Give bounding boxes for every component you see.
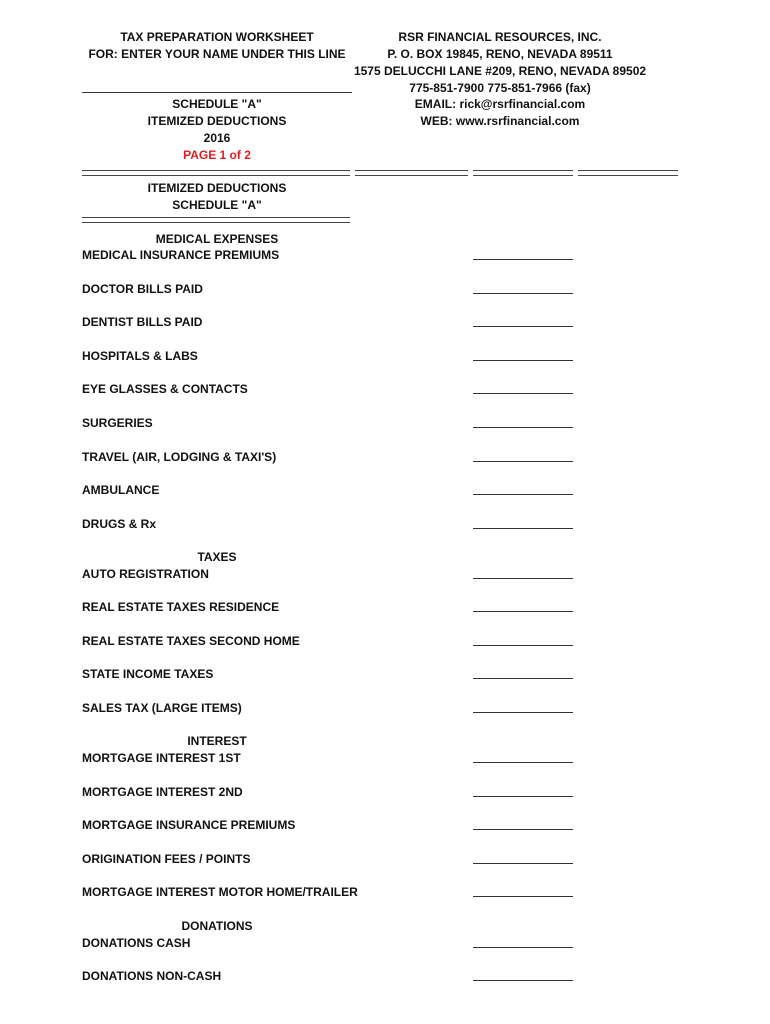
line-item-label: MORTGAGE INSURANCE PREMIUMS (82, 818, 296, 832)
entry-field[interactable] (473, 980, 573, 981)
line-item-label: REAL ESTATE TAXES SECOND HOME (82, 634, 300, 648)
entry-field[interactable] (473, 829, 573, 830)
company-name: RSR FINANCIAL RESOURCES, INC. (398, 30, 602, 44)
line-item-label: SALES TAX (LARGE ITEMS) (82, 701, 242, 715)
separator-1 (82, 170, 350, 176)
line-item-label: MEDICAL INSURANCE PREMIUMS (82, 248, 280, 262)
interest-heading: INTEREST (187, 734, 247, 748)
line-item-label: DONATIONS CASH (82, 936, 191, 950)
street-address: 1575 DELUCCHI LANE #209, RENO, NEVADA 89502 (353, 64, 647, 78)
name-entry-line[interactable] (82, 92, 352, 93)
entry-field[interactable] (473, 712, 573, 713)
entry-field[interactable] (473, 427, 573, 428)
section-schedule: SCHEDULE "A" (172, 198, 262, 212)
medical-expenses-heading: MEDICAL EXPENSES (155, 232, 279, 246)
worksheet-title: TAX PREPARATION WORKSHEET (120, 30, 314, 44)
line-item-label: DONATIONS NON-CASH (82, 969, 222, 983)
line-item-label: TRAVEL (AIR, LODGING & TAXI'S) (82, 450, 277, 464)
entry-field[interactable] (473, 947, 573, 948)
entry-field[interactable] (473, 678, 573, 679)
section-title: ITEMIZED DEDUCTIONS (147, 181, 287, 195)
entry-field[interactable] (473, 494, 573, 495)
entry-field[interactable] (473, 896, 573, 897)
line-item-label: HOSPITALS & LABS (82, 349, 198, 363)
entry-field[interactable] (473, 293, 573, 294)
entry-field[interactable] (473, 611, 573, 612)
line-item-label: MORTGAGE INTEREST 1ST (82, 751, 241, 765)
separator-3 (473, 170, 573, 176)
separator-4 (578, 170, 678, 176)
line-item-label: DENTIST BILLS PAID (82, 315, 203, 329)
entry-field[interactable] (473, 863, 573, 864)
line-item-label: DOCTOR BILLS PAID (82, 282, 203, 296)
website: WEB: www.rsrfinancial.com (420, 114, 580, 128)
donations-heading: DONATIONS (181, 919, 253, 933)
po-box-address: P. O. BOX 19845, RENO, NEVADA 89511 (387, 47, 613, 61)
entry-field[interactable] (473, 645, 573, 646)
entry-field[interactable] (473, 360, 573, 361)
line-item-label: AUTO REGISTRATION (82, 567, 209, 581)
entry-field[interactable] (473, 326, 573, 327)
name-instruction: FOR: ENTER YOUR NAME UNDER THIS LINE (88, 47, 346, 61)
line-item-label: DRUGS & Rx (82, 517, 157, 531)
line-item-label: EYE GLASSES & CONTACTS (82, 382, 248, 396)
separator-5 (82, 217, 350, 223)
taxes-heading: TAXES (197, 550, 237, 564)
line-item-label: STATE INCOME TAXES (82, 667, 214, 681)
tax-year: 2016 (203, 131, 231, 145)
phone-fax: 775-851-7900 775-851-7966 (fax) (409, 81, 591, 95)
line-item-label: AMBULANCE (82, 483, 160, 497)
entry-field[interactable] (473, 393, 573, 394)
entry-field[interactable] (473, 578, 573, 579)
line-item-label: ORIGINATION FEES / POINTS (82, 852, 251, 866)
entry-field[interactable] (473, 796, 573, 797)
email-address: EMAIL: rick@rsrfinancial.com (414, 97, 586, 111)
page-indicator: PAGE 1 of 2 (183, 148, 251, 162)
line-item-label: SURGERIES (82, 416, 153, 430)
schedule-label: SCHEDULE "A" (172, 97, 262, 111)
entry-field[interactable] (473, 259, 573, 260)
separator-2 (355, 170, 468, 176)
entry-field[interactable] (473, 762, 573, 763)
entry-field[interactable] (473, 528, 573, 529)
itemized-deductions-label: ITEMIZED DEDUCTIONS (147, 114, 287, 128)
line-item-label: REAL ESTATE TAXES RESIDENCE (82, 600, 280, 614)
entry-field[interactable] (473, 461, 573, 462)
line-item-label: MORTGAGE INTEREST MOTOR HOME/TRAILER (82, 885, 358, 899)
line-item-label: MORTGAGE INTEREST 2ND (82, 785, 243, 799)
